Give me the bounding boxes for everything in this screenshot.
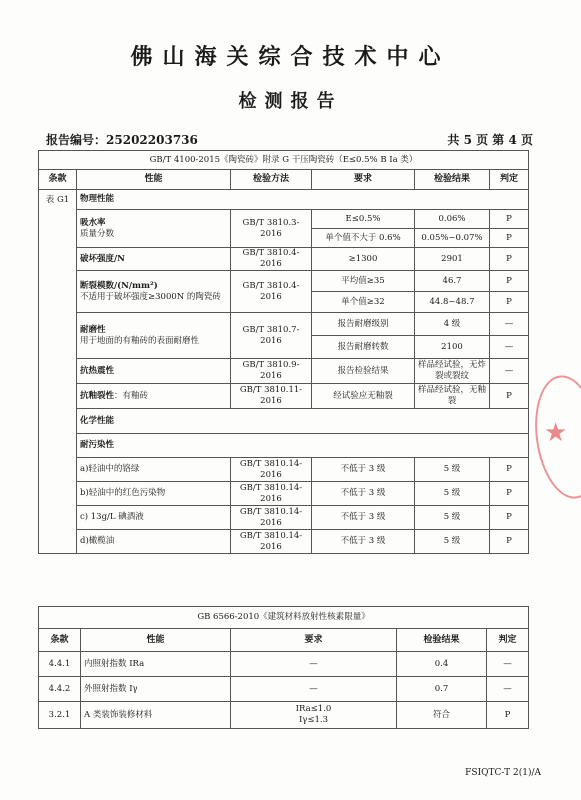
clause-cell: 4.4.1 <box>39 652 81 677</box>
result: 2100 <box>415 336 490 359</box>
requirement: 不低于 3 级 <box>312 458 415 482</box>
requirement: 经试验应无釉裂 <box>312 384 415 409</box>
crazing-resistance-property: 抗釉裂性：有釉砖 <box>77 384 231 409</box>
property-name: 外照射指数 Iγ <box>81 677 231 702</box>
result: 样品经试验，无炸裂或裂纹 <box>415 359 490 384</box>
requirement-line: Iγ≤1.3 <box>298 715 329 725</box>
col-header-judgement: 判定 <box>487 629 529 652</box>
requirement: 不低于 3 级 <box>312 530 415 554</box>
page-indicator: 共 5 页 第 4 页 <box>447 133 533 147</box>
col-header-judgement: 判定 <box>490 170 529 190</box>
judgement: P <box>490 292 529 313</box>
judgement: P <box>490 458 529 482</box>
requirement: 报告耐磨转数 <box>312 336 415 359</box>
test-method: GB/T 3810.14-2016 <box>231 530 312 554</box>
test-method: GB/T 3810.14-2016 <box>231 506 312 530</box>
modulus-of-rupture-property: 断裂模数/(N/mm²) 不适用于破坏强度≥3000N 的陶瓷砖 <box>77 271 231 313</box>
result: 5 级 <box>415 458 490 482</box>
judgement: — <box>490 313 529 336</box>
judgement: P <box>490 530 529 554</box>
requirement: 报告耐磨级别 <box>312 313 415 336</box>
requirement: ≥1300 <box>312 248 415 271</box>
result: 4 级 <box>415 313 490 336</box>
judgement: — <box>487 652 529 677</box>
radionuclide-limit-table <box>38 606 529 729</box>
judgement: P <box>490 210 529 229</box>
test-method: GB/T 3810.4-2016 <box>231 271 312 313</box>
section-stain-resistance: 耐污染性 <box>77 434 529 458</box>
result: 46.7 <box>415 271 490 292</box>
property-name: A 类装饰装修材料 <box>81 702 231 729</box>
requirement-line: IRa≤1.0 <box>295 704 332 714</box>
clause-cell: 表 G1 <box>39 190 77 554</box>
requirement: 单个值不大于 0.6% <box>312 229 415 248</box>
judgement: P <box>490 506 529 530</box>
judgement: — <box>490 336 529 359</box>
col-header-property: 性能 <box>77 170 231 190</box>
judgement: P <box>490 384 529 409</box>
property-name: 内照射指数 IRa <box>81 652 231 677</box>
requirement: 不低于 3 级 <box>312 482 415 506</box>
test-method: GB/T 3810.3-2016 <box>231 210 312 248</box>
section-physical: 物理性能 <box>77 190 529 210</box>
result: 5 级 <box>415 530 490 554</box>
form-code: FSIQTC-T 2(1)/A <box>465 768 541 778</box>
report-number <box>46 131 198 148</box>
result: 44.8~48.7 <box>415 292 490 313</box>
judgement: P <box>490 271 529 292</box>
requirement: 单个值≥32 <box>312 292 415 313</box>
thermal-shock-property: 抗热震性 <box>77 359 231 384</box>
table-caption: GB 6566-2010《建筑材料放射性核素限量》 <box>39 607 529 629</box>
report-number-label: 报告编号： <box>46 133 107 147</box>
stain-name: c) 13g/L 碘酒液 <box>77 506 231 530</box>
judgement: P <box>490 229 529 248</box>
requirement <box>231 702 397 729</box>
col-header-result: 检验结果 <box>397 629 487 652</box>
col-header-clause: 条款 <box>39 170 77 190</box>
test-method: GB/T 3810.14-2016 <box>231 458 312 482</box>
col-header-clause: 条款 <box>39 629 81 652</box>
report-title: 检测报告 <box>238 91 343 112</box>
clause-cell: 3.2.1 <box>39 702 81 729</box>
col-header-result: 检验结果 <box>415 170 490 190</box>
water-absorption-property: 吸水率 质量分数 <box>77 210 231 248</box>
col-header-requirement: 要求 <box>312 170 415 190</box>
test-method: GB/T 3810.7-2016 <box>231 313 312 359</box>
table-caption: GB/T 4100-2015《陶瓷砖》附录 G 干压陶瓷砖（E≤0.5% B Ⅰa 类） <box>39 151 529 170</box>
requirement: E≤0.5% <box>312 210 415 229</box>
result: 2901 <box>415 248 490 271</box>
stain-name: d)橄榄油 <box>77 530 231 554</box>
abrasion-resistance-property: 耐磨性 用于地面的有釉砖的表面耐磨性 <box>77 313 231 359</box>
stain-name: b)轻油中的红色污染物 <box>77 482 231 506</box>
judgement: P <box>490 482 529 506</box>
section-chemical: 化学性能 <box>77 409 529 434</box>
seal-star-icon: ★ <box>544 418 568 448</box>
breaking-strength-property: 破坏强度/N <box>77 248 231 271</box>
result: 0.4 <box>397 652 487 677</box>
test-method: GB/T 3810.11-2016 <box>231 384 312 409</box>
test-method: GB/T 3810.4-2016 <box>231 248 312 271</box>
judgement: P <box>490 248 529 271</box>
report-number-value: 25202203736 <box>106 133 198 147</box>
organization-name: 佛山海关综合技术中心 <box>130 44 451 70</box>
test-method: GB/T 3810.9-2016 <box>231 359 312 384</box>
result: 5 级 <box>415 506 490 530</box>
requirement: — <box>231 677 397 702</box>
requirement: — <box>231 652 397 677</box>
result: 0.06% <box>415 210 490 229</box>
judgement: — <box>487 677 529 702</box>
judgement: — <box>490 359 529 384</box>
ceramic-tile-test-table <box>38 150 529 554</box>
clause-cell: 4.4.2 <box>39 677 81 702</box>
col-header-requirement: 要求 <box>231 629 397 652</box>
result: 5 级 <box>415 482 490 506</box>
requirement: 平均值≥35 <box>312 271 415 292</box>
result: 符合 <box>397 702 487 729</box>
col-header-method: 检验方法 <box>231 170 312 190</box>
test-method: GB/T 3810.14-2016 <box>231 482 312 506</box>
result: 0.05%~0.07% <box>415 229 490 248</box>
result: 样品经试验，无釉裂 <box>415 384 490 409</box>
requirement: 报告检验结果 <box>312 359 415 384</box>
requirement: 不低于 3 级 <box>312 506 415 530</box>
col-header-property: 性能 <box>81 629 231 652</box>
judgement: P <box>487 702 529 729</box>
result: 0.7 <box>397 677 487 702</box>
stain-name: a)轻油中的铬绿 <box>77 458 231 482</box>
